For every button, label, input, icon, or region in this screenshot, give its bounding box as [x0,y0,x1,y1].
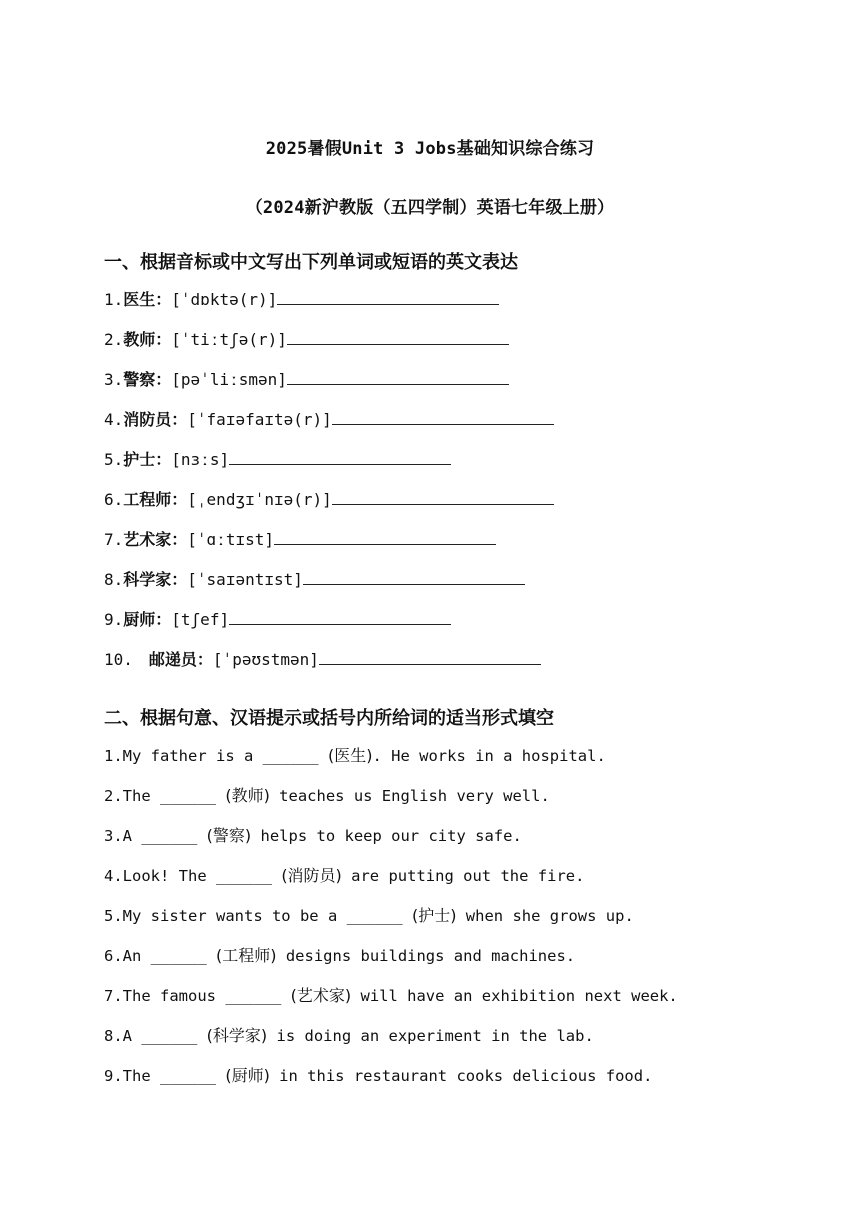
sentence-after-blank: when she grows up. [456,907,634,925]
sentence-before-blank: A ______ [122,827,207,845]
sentence-item [104,1024,594,1048]
answer-blank[interactable] [303,568,525,585]
vocab-item [104,608,451,632]
item-number: 6. [104,490,124,509]
sentence-after-blank: are putting out the fire. [341,867,585,885]
item-number: 7. [104,530,124,549]
sentence-before-blank: The famous ______ [122,987,291,1005]
answer-blank[interactable] [229,608,451,625]
sentence-before-blank: My sister wants to be a ______ [122,907,412,925]
item-number: 1. [104,747,123,765]
chinese-prompt: 警察： [123,370,172,389]
chinese-prompt: 消防员： [123,410,188,429]
item-number: 6. [104,947,123,965]
item-number: 9. [104,610,124,629]
answer-blank[interactable] [287,328,509,345]
phonetic-transcription: [nɜːs] [171,450,230,469]
item-number: 1. [104,290,124,309]
sentence-before-blank: A ______ [122,1027,207,1045]
sentence-after-blank: teaches us English very well. [269,787,550,805]
vocab-item [104,288,499,312]
sentence-before-blank: My father is a ______ [122,747,328,765]
item-number: 2. [104,330,124,349]
sentence-item [104,1064,652,1088]
chinese-hint: (护士) [411,906,457,925]
item-number: 5. [104,907,123,925]
sentence-after-blank: designs buildings and machines. [276,947,576,965]
phonetic-transcription: [tʃef] [171,610,230,629]
sentence-item [104,984,678,1008]
item-number: 8. [104,1027,123,1045]
sentence-item [104,864,584,888]
sentence-before-blank: An ______ [122,947,216,965]
vocab-item [104,568,525,592]
phonetic-transcription: [ˈsaɪəntɪst] [187,570,303,589]
chinese-prompt: 医生： [123,290,172,309]
vocab-item [104,648,541,672]
chinese-hint: (警察) [206,826,252,845]
phonetic-transcription: [ˈfaɪəfaɪtə(r)] [187,410,332,429]
phonetic-transcription: [pəˈliːsmən] [171,370,287,389]
sentence-before-blank: The ______ [122,1067,226,1085]
chinese-hint: (工程师) [216,946,277,965]
sentence-item [104,904,634,928]
chinese-hint: (科学家) [206,1026,268,1045]
chinese-prompt: 工程师： [123,490,188,509]
chinese-prompt: 艺术家： [123,530,188,549]
worksheet-title: 2025暑假Unit 3 Jobs基础知识综合练习 [265,139,595,159]
chinese-prompt: 科学家： [123,570,188,589]
chinese-hint: (教师) [225,786,270,805]
chinese-prompt: 邮递员： [148,650,213,669]
chinese-hint: (医生) [327,746,373,765]
item-number: 10. [104,650,149,669]
chinese-prompt: 教师： [123,330,172,349]
answer-blank[interactable] [332,408,554,425]
item-number: 9. [104,1067,123,1085]
sentence-before-blank: The ______ [122,787,226,805]
chinese-hint: (厨师) [225,1066,270,1085]
answer-blank[interactable] [229,448,451,465]
worksheet-subtitle: （2024新沪教版（五四学制）英语七年级上册） [245,198,615,218]
section2-heading: 二、根据句意、汉语提示或括号内所给词的适当形式填空 [104,708,554,729]
vocab-item [104,328,509,352]
item-number: 5. [104,450,124,469]
chinese-hint: (艺术家) [290,986,352,1005]
sentence-after-blank: . He works in a hospital. [372,747,606,765]
sentence-after-blank: will have an exhibition next week. [351,987,678,1005]
item-number: 3. [104,827,123,845]
sentence-item [104,784,550,808]
vocab-item [104,528,496,552]
item-number: 4. [104,410,124,429]
sentence-item [104,944,575,968]
answer-blank[interactable] [287,368,509,385]
item-number: 2. [104,787,123,805]
sentence-before-blank: Look! The ______ [122,867,282,885]
answer-blank[interactable] [274,528,496,545]
sentence-after-blank: helps to keep our city safe. [251,827,522,845]
answer-blank[interactable] [319,648,541,665]
item-number: 4. [104,867,123,885]
phonetic-transcription: [ˈtiːtʃə(r)] [171,330,287,349]
phonetic-transcription: [ˌendʒɪˈnɪə(r)] [187,490,332,509]
vocab-item [104,488,554,512]
phonetic-transcription: [ˈdɒktə(r)] [171,290,278,309]
sentence-after-blank: is doing an experiment in the lab. [267,1027,594,1045]
chinese-prompt: 厨师： [123,610,172,629]
item-number: 3. [104,370,124,389]
item-number: 7. [104,987,123,1005]
chinese-prompt: 护士： [123,450,172,469]
vocab-item [104,448,451,472]
section1-heading: 一、根据音标或中文写出下列单词或短语的英文表达 [104,252,518,273]
sentence-after-blank: in this restaurant cooks delicious food. [269,1067,653,1085]
answer-blank[interactable] [332,488,554,505]
phonetic-transcription: [ˈɑːtɪst] [187,530,274,549]
sentence-item [104,744,606,768]
chinese-hint: (消防员) [281,866,342,885]
answer-blank[interactable] [277,288,499,305]
sentence-item [104,824,522,848]
phonetic-transcription: [ˈpəʊstmən] [212,650,319,669]
vocab-item [104,368,509,392]
vocab-item [104,408,554,432]
item-number: 8. [104,570,124,589]
